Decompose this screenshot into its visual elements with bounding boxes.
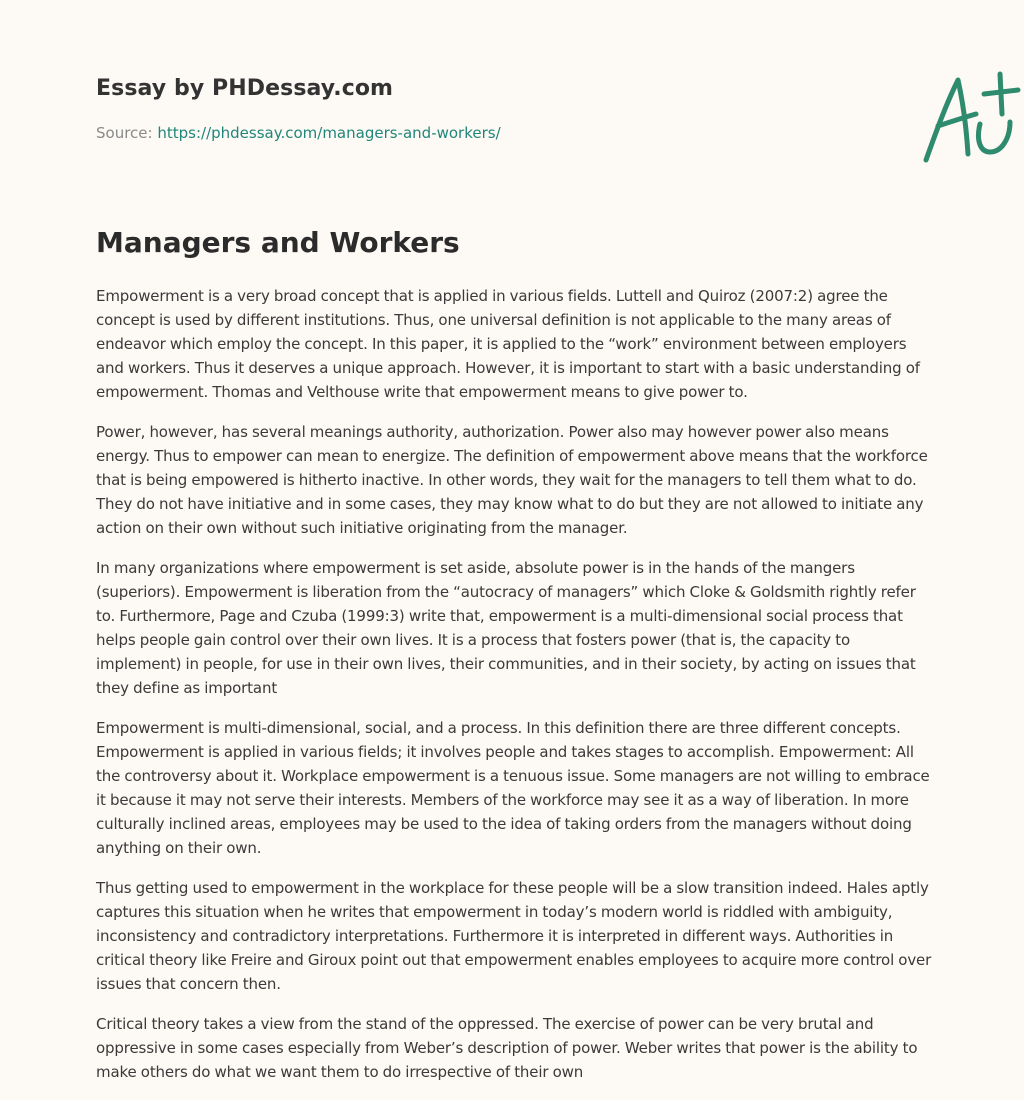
source-label: Source: <box>96 124 153 142</box>
essay-paragraph: Power, however, has several meanings authority, authorization. Power also may however power also means energy. Thus to empower can mean to energize. The definition of empowerment above means that the workforce that is being empowered is hitherto inactive. In other words, they wait for the managers to tell them what to do. They do not have initiative and in some cases, they may know what to do but they are not allowed to initiate any action on their own without such initiative originating from the manager. <box>96 423 928 537</box>
essay-paragraph: In many organizations where empowerment is set aside, absolute power is in the hands of the mangers (superiors). Empowerment is liberation from the “autocracy of managers” which Cloke & Goldsmith rightly refer to. Furthermore, Page and Czuba (1999:3) write that, empowerment is a multi-dimensional social process that helps people gain control over their own lives. It is a process that fosters power (that is, the capacity to implement) in people, for use in their own lives, their communities, and in their society, by acting on issues that they define as important <box>96 559 916 697</box>
source-link[interactable]: https://phdessay.com/managers-and-workers/ <box>157 124 501 142</box>
source-line <box>96 124 501 142</box>
a-plus-logo-icon <box>918 68 1022 166</box>
essay-paragraph: Empowerment is a very broad concept that is applied in various fields. Luttell and Quiroz (2007:2) agree the concept is used by different institutions. Thus, one universal definition is not applicable to the many areas of endeavor which employ the concept. In this paper, it is applied to the “work” environment between employers and workers. Thus it deserves a unique approach. However, it is important to start with a basic understanding of empowerment. Thomas and Velthouse write that empowerment means to give power to. <box>96 287 920 401</box>
essay-body <box>96 284 932 1100</box>
essay-paragraph: Thus getting used to empowerment in the workplace for these people will be a slow transition indeed. Hales aptly captures this situation when he writes that empowerment in today’s modern world is riddled with ambiguity, inconsistency and contradictory interpretations. Furthermore it is interpreted in different ways. Authorities in critical theory like Freire and Giroux point out that empowerment enables employees to acquire more control over issues that concern then. <box>96 879 932 993</box>
site-title: Essay by PHDessay.com <box>96 76 394 101</box>
essay-paragraph: Empowerment is multi-dimensional, social, and a process. In this definition there are three different concepts. Empowerment is applied in various fields; it involves people and takes stages to accomplish. Empowerment: All the controversy about it. Workplace empowerment is a tenuous issue. Some managers are not willing to embrace it because it may not serve their interests. Members of the workforce may see it as a way of liberation. In more culturally inclined areas, employees may be used to the idea of taking orders from the managers without doing anything on their own. <box>96 719 930 857</box>
essay-paragraph: Critical theory takes a view from the stand of the oppressed. The exercise of power can be very brutal and oppressive in some cases especially from Weber’s description of power. Weber writes that power is the ability to make others do what we want them to do irrespective of their own <box>96 1015 918 1081</box>
essay-title: Managers and Workers <box>96 226 460 259</box>
